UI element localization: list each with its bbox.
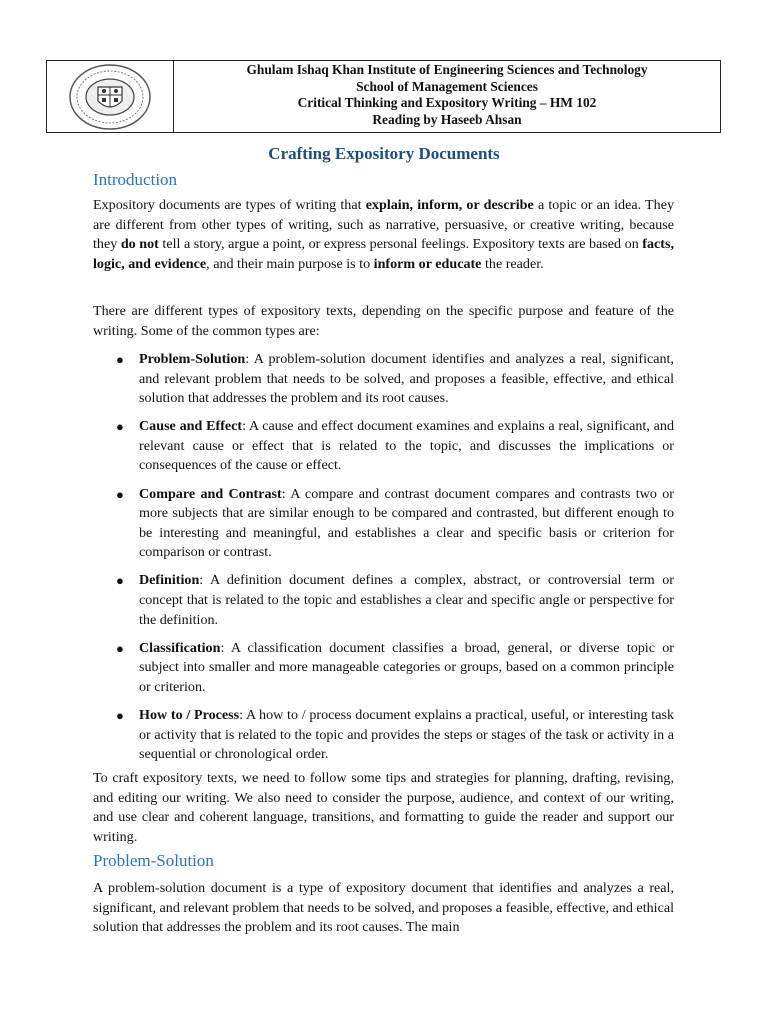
list-item: ● How to / Process: A how to / process document explains a practical, useful, or interesting task or activity that is related to the topic and provides the steps or stages of the task or activity in a sequential or chronological order. <box>116 707 674 763</box>
bullet-icon: ● <box>116 640 124 656</box>
course-name: Critical Thinking and Expository Writing – HM 102 <box>297 95 597 110</box>
document-title: Crafting Expository Documents <box>268 144 500 163</box>
intro-paragraph-1: Expository documents are types of writing that explain, inform, or describe a topic or an idea. They are different from other types of writing, such as narrative, persuasive, or creative writing, because they do not tell a story, argue a point, or express personal feelings. Expository texts are based on facts, logic, and evidence, and their main purpose is to inform or educate the reader. <box>93 197 674 272</box>
bullet-icon: ● <box>116 486 124 502</box>
problem-solution-heading: Problem-Solution <box>93 851 214 870</box>
list-item: ● Compare and Contrast: A compare and contrast document compares and contrasts two or more subjects that are similar enough to be compared and contrasted, but different enough to be interesting and meaningful, and establishes a clear and specific basis or criterion for comparison or contrast. <box>116 485 674 561</box>
bullet-icon: ● <box>116 573 124 589</box>
logo-cell <box>47 61 174 132</box>
header-table <box>46 60 721 133</box>
problem-solution-paragraph: A problem-solution document is a type of expository document that identifies and analyzes a real, significant, and relevant problem that needs to be solved, and proposes a feasible, effective, and ethical solution that addresses the problem and its root causes. The main <box>93 880 674 936</box>
bullet-icon: ● <box>116 419 124 435</box>
crafting-paragraph: To craft expository texts, we need to follow some tips and strategies for planning, drafting, revising, and editing our writing. We also need to consider the purpose, audience, and context of our writing, and use clear and coherent language, transitions, and formatting to guide the reader and support our writing. <box>93 770 674 845</box>
bullet-icon: ● <box>116 708 124 723</box>
bullet-icon: ● <box>116 352 124 367</box>
introduction-heading: Introduction <box>93 170 178 189</box>
list-item: ● Cause and Effect: A cause and effect document examines and explains a real, significant, and relevant cause or effect that is related to the topic, and discusses the implications or consequences of the cause or effect. <box>116 418 674 474</box>
institute-name: Ghulam Ishaq Khan Institute of Engineering Sciences and Technology <box>246 62 648 77</box>
intro-paragraph-2: There are different types of expository texts, depending on the specific purpose and feature of the writing. Some of the common types are: <box>93 303 674 339</box>
institute-seal-icon <box>67 63 153 131</box>
list-item: ● Problem-Solution: A problem-solution document identifies and analyzes a real, significant, and relevant problem that needs to be solved, and proposes a feasible, effective, and ethical solution that addresses the problem and its root causes. <box>116 351 674 407</box>
header-title-block <box>174 61 720 132</box>
list-item: ● Classification: A classification document classifies a broad, general, or diverse topic or subject into smaller and more manageable categories or groups, based on a common principle or criterion. <box>116 639 674 695</box>
list-item: ● Definition: A definition document defines a complex, abstract, or controversial term or concept that is related to the topic and establishes a clear and specific angle or perspective for the definition. <box>116 572 674 628</box>
reading-author: Reading by Haseeb Ahsan <box>372 111 522 127</box>
school-name: School of Management Sciences <box>356 78 538 94</box>
types-list <box>93 350 674 773</box>
